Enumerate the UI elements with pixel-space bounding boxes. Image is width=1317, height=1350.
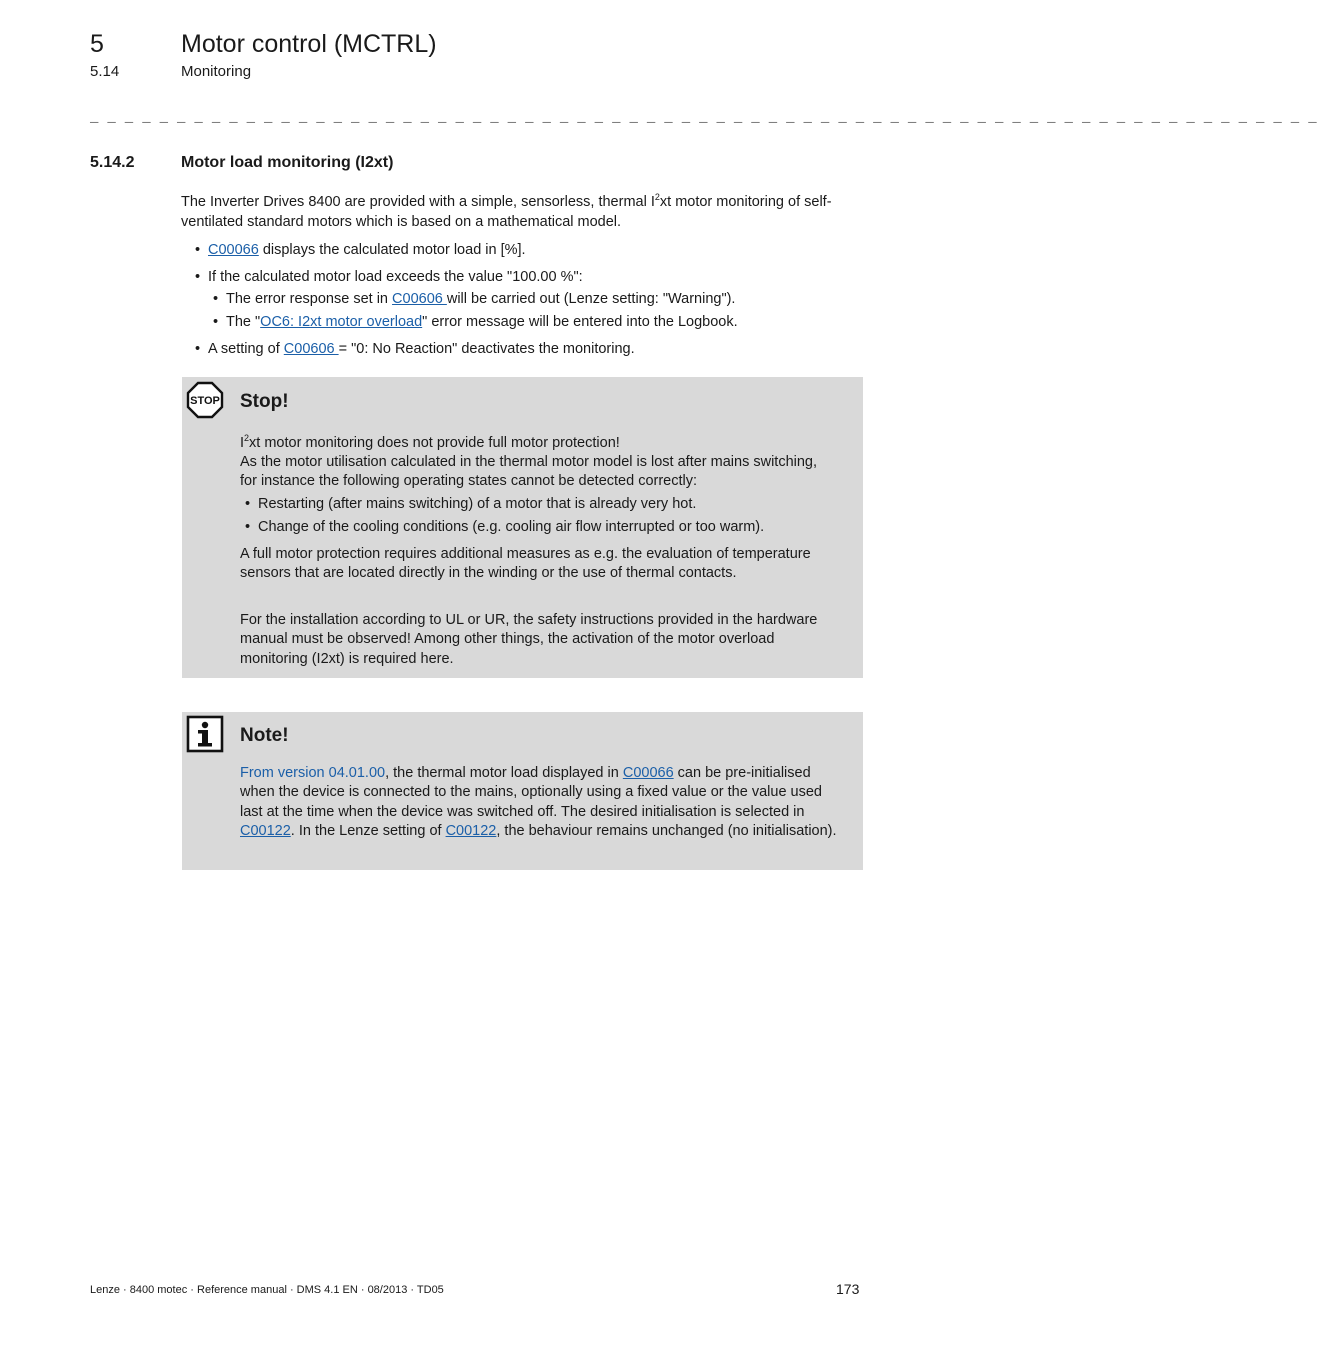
section-title: Monitoring — [181, 63, 252, 80]
footer-document-info: Lenze · 8400 motec · Reference manual · DMS 4.1 EN · 08/2013 · TD05 — [90, 1284, 444, 1296]
bullet-icon: • — [245, 496, 251, 512]
link-c00606[interactable]: C00606 — [283, 341, 339, 357]
list-item: • C00066 displays the calculated motor load in [%]. — [208, 241, 526, 261]
stop-warning-box — [182, 377, 863, 678]
svg-text:STOP: STOP — [190, 395, 220, 407]
link-c00122[interactable]: C00122 — [445, 822, 497, 839]
subsection-number: 5.14.2 — [90, 154, 135, 171]
stop-line: $I^2xt$ motor monitoring does not provide full motor protection! — [240, 433, 620, 451]
header-divider: _ _ _ _ _ _ _ _ _ _ _ _ _ _ _ _ _ _ _ _ _ _ _ _ _ _ _ _ _ _ _ _ _ _ _ _ _ _ _ _ _ _ _ _ _ _ _ _ _ _ _ _ _ _ _ _ _ _ _ _ _ _ _ _ _ _ _ _ _ _ _ — [90, 110, 1317, 126]
stop-heading: Stop! — [240, 391, 289, 412]
link-c00606[interactable]: C00606 — [392, 291, 447, 307]
intro-paragraph: The Inverter Drives 8400 are provided with a simple, sensorless, thermal $I^2xt$ motor monitoring of self-ventilated standard motors which is based on a mathematical model. — [181, 192, 832, 230]
version-marker: From version 04.01.00 — [240, 765, 386, 781]
note-heading: Note! — [240, 725, 289, 746]
bullet-icon: • — [195, 341, 201, 357]
list-item: • The "OC6: I2xt motor overload" error message will be entered into the Logbook. — [226, 313, 738, 333]
chapter-title: Motor control (MCTRL) — [181, 30, 437, 58]
note-box — [182, 712, 863, 870]
stop-paragraph: For the installation according to UL or UR, the safety instructions provided in the hardware manual must be observed! Among other things, the activation of the motor overload monitoring (I2xt) is required here. — [240, 612, 818, 667]
bullet-icon: • — [245, 519, 251, 535]
stop-sign-icon — [186, 381, 224, 419]
bullet-icon: • — [195, 242, 201, 258]
note-paragraph: From version 04.01.00, the thermal motor load displayed in C00066 can be pre-initialised when the device is connected to the mains, optionally using a fixed value or the value used last at the time when the device was switched off. The desired initialisation is selected in C00122. In the Lenze setting of C00122, the behaviour remains unchanged (no initialisation). — [240, 765, 837, 839]
bullet-icon: • — [195, 269, 201, 285]
stop-paragraph: As the motor utilisation calculated in the thermal motor model is lost after mains switching, for instance the following operating states cannot be detected correctly: — [240, 454, 818, 490]
info-icon — [186, 715, 224, 753]
link-c00066[interactable]: C00066 — [208, 242, 259, 258]
list-item: • A setting of C00606 = "0: No Reaction" deactivates the monitoring. — [208, 340, 635, 360]
chapter-number: 5 — [90, 30, 104, 58]
list-item: • If the calculated motor load exceeds the value "100.00 %": — [208, 268, 583, 288]
list-item: • The error response set in C00606 will be carried out (Lenze setting: "Warning"). — [226, 290, 735, 310]
page-number: 173 — [836, 1281, 860, 1297]
link-c00122[interactable]: C00122 — [240, 822, 291, 839]
link-c00066[interactable]: C00066 — [622, 765, 674, 781]
bullet-icon: • — [213, 291, 219, 307]
subsection-title: Motor load monitoring (I2xt) — [181, 154, 394, 171]
list-item: • Restarting (after mains switching) of a motor that is already very hot. — [258, 495, 696, 514]
stop-paragraph: A full motor protection requires additional measures as e.g. the evaluation of temperature sensors that are located directly in the winding or the use of thermal contacts. — [240, 546, 811, 582]
list-item: • Change of the cooling conditions (e.g. cooling air flow interrupted or too warm). — [258, 518, 764, 537]
bullet-icon: • — [213, 314, 219, 330]
section-number: 5.14 — [90, 63, 120, 80]
link-oc6[interactable]: OC6: I2xt motor overload — [260, 314, 423, 330]
